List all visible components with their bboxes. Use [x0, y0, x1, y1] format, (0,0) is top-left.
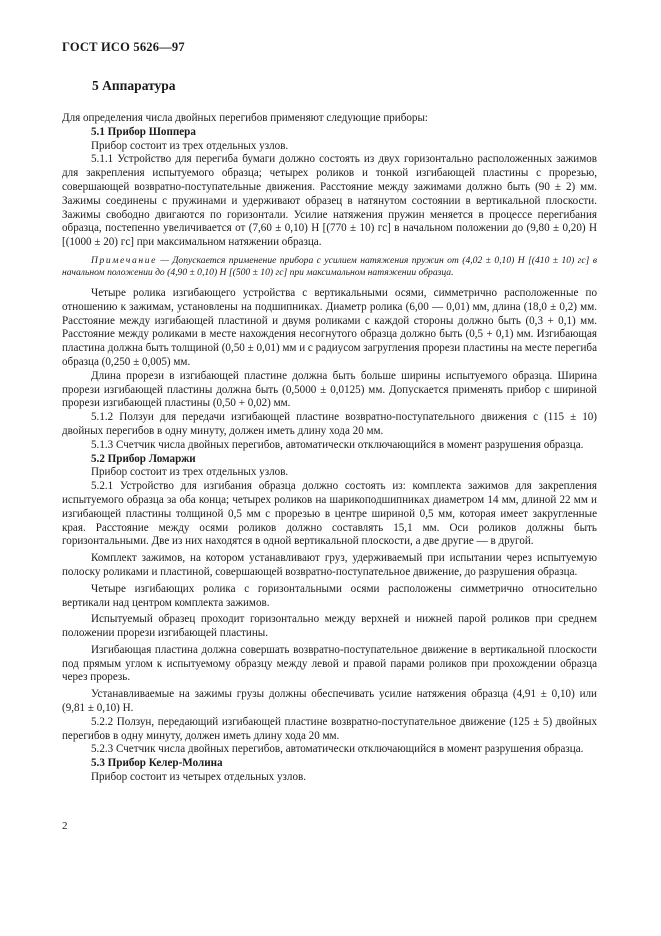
subsection-heading: 5.3 Прибор Келер-Молина — [91, 757, 223, 770]
subsection-heading: 5.2 Прибор Ломаржи — [91, 452, 196, 465]
paragraph: Длина прорези в изгибающей пластине должна быть больше ширины испытуемого образца. Ширина прорези изгибающей пластины должна быть (0,5000 ± 0,0125) мм. Допускается применять прибор с шириной прорези изгибающей пластины (0,50 + 0,02) мм. — [62, 369, 597, 410]
paragraph: 5.2.3 Счетчик числа двойных перегибов, автоматически отключающийся в момент разрушения образца. — [91, 743, 584, 756]
section-title: 5 Аппаратура — [92, 78, 176, 93]
note-paragraph — [62, 255, 597, 279]
page-number: 2 — [62, 820, 68, 832]
paragraph: Четыре ролика изгибающего устройства с вертикальными осями, симметрично расположенные по отношению к зажимам, установлены на подшипниках. Диаметр ролика (6,00 — 0,01) мм, длина (18,0 ± 0,2) мм. Расстояние между изгибающей пластиной и двумя роликами с каждой стороны должно быть (0,3 + 0,1) мм. Расстояние между роликами в месте нахождения несогнутого образца должно быть (0,5 + 0,1) мм. Изгибающая пластина должна быть толщиной (0,50 ± 0,01) мм и с радиусом загругления прорези пластины на месте перегиба образца (0,250 ± 0,005) мм. — [62, 286, 597, 368]
note-label: Примечание — [91, 254, 157, 266]
paragraph: 5.1.2 Ползуи для передачи изгибающей пластине возвратно-поступательного движения с (115 ± 10) двойных перегибов в одну минуту, должен иметь длину хода 20 мм. — [62, 411, 597, 437]
paragraph: Прибор состоит из четырех отдельных узлов. — [91, 771, 307, 784]
paragraph: Прибор состоит из трех отдельных узлов. — [91, 139, 289, 152]
paragraph: 5.2.1 Устройство для изгибания образца должно состоять из: комплекта зажимов для закрепления испытуемого образца за оба конца; четырех роликов на шарикоподшипниках диаметром 14 мм, длиной 22 мм и изгибающей пластины толщиной 0,5 мм с прорезью в центре шириной 0,5 мм, которая имеет закругленные края. Расстояние между осями роликов должно составлять 15,1 мм. Оси роликов должны быть горизонтальными. Две из них находятся в одной вертикальной плоскости, а две другие — в другой. — [62, 480, 597, 548]
paragraph: Четыре изгибающих ролика с горизонтальными осями расположены симметрично относительно вертикали над центром комплекта зажимов. — [62, 582, 597, 609]
paragraph: Для определения числа двойных перегибов применяют следующие приборы: — [62, 112, 429, 124]
paragraph: Испытуемый образец проходит горизонтально между верхней и нижней парой роликов при среднем положении прорези изгибающей пластины. — [62, 613, 597, 640]
document-body — [62, 112, 597, 785]
subsection-heading: 5.1 Прибор Шоппера — [91, 125, 196, 138]
note-text: — Допускается применение прибора с усилием натяжения пружин от (4,02 ± 0,10) Н [(410 ± 10) гс] в начальном положении до (4,90 ± 0,10) Н [(500 ± 10) гс] при максимальном натяжении образца. — [62, 254, 597, 278]
paragraph: Комплект зажимов, на котором устанавливают груз, удерживаемый при испытании через испытуемую полоску роликами и пластиной, совершающей возвратно-поступательное движение, до разрушения образца. — [62, 552, 597, 578]
paragraph: 5.1.1 Устройство для перегиба бумаги должно состоять из двух горизонтально расположенных зажимов для закрепления испытуемого образца; четырех роликов и тонкой изгибающей пластины с прорезью, совершающей возвратно-поступательные движения. Расстояние между зажимами должно быть (90 ± 2) мм. Зажимы соединены с пружинами и удерживают образец в натянутом состоянии в вертикальной плоскости. Зажимы свободно двигаются по горизонтали. Усилие натяжения пружин меняется в процессе перегибания образца, постепенно увеличивается от (7,60 ± 0,10) Н [(770 ± 10) гс] в начальном положении до (9,80 ± 0,20) Н [(1000 ± 20) гс] при максимальном натяжении образца. — [62, 153, 597, 249]
paragraph: Прибор состоит из трех отдельных узлов. — [91, 466, 289, 479]
paragraph: 5.2.2 Ползун, передающий изгибающей пластине возвратно-поступательное движение (125 ± 5) двойных перегибов в одну минуту, должен иметь длину хода 20 мм. — [62, 715, 597, 742]
document-header: ГОСТ ИСО 5626—97 — [62, 40, 185, 54]
document-page — [62, 40, 597, 785]
paragraph: Изгибающая пластина должна совершать возвратно-поступательное движение в вертикальной плоскости под прямым углом к испытуемому образцу между левой и правой парами роликов при прохождении образца через прорезь. — [62, 643, 597, 684]
paragraph: Устанавливаемые на зажимы грузы должны обеспечивать усилие натяжения образца (4,91 ± 0,10) или (9,81 ± 0,10) Н. — [62, 688, 597, 715]
paragraph: 5.1.3 Счетчик числа двойных перегибов, автоматически отключающийся в момент разрушения образца. — [91, 438, 584, 451]
